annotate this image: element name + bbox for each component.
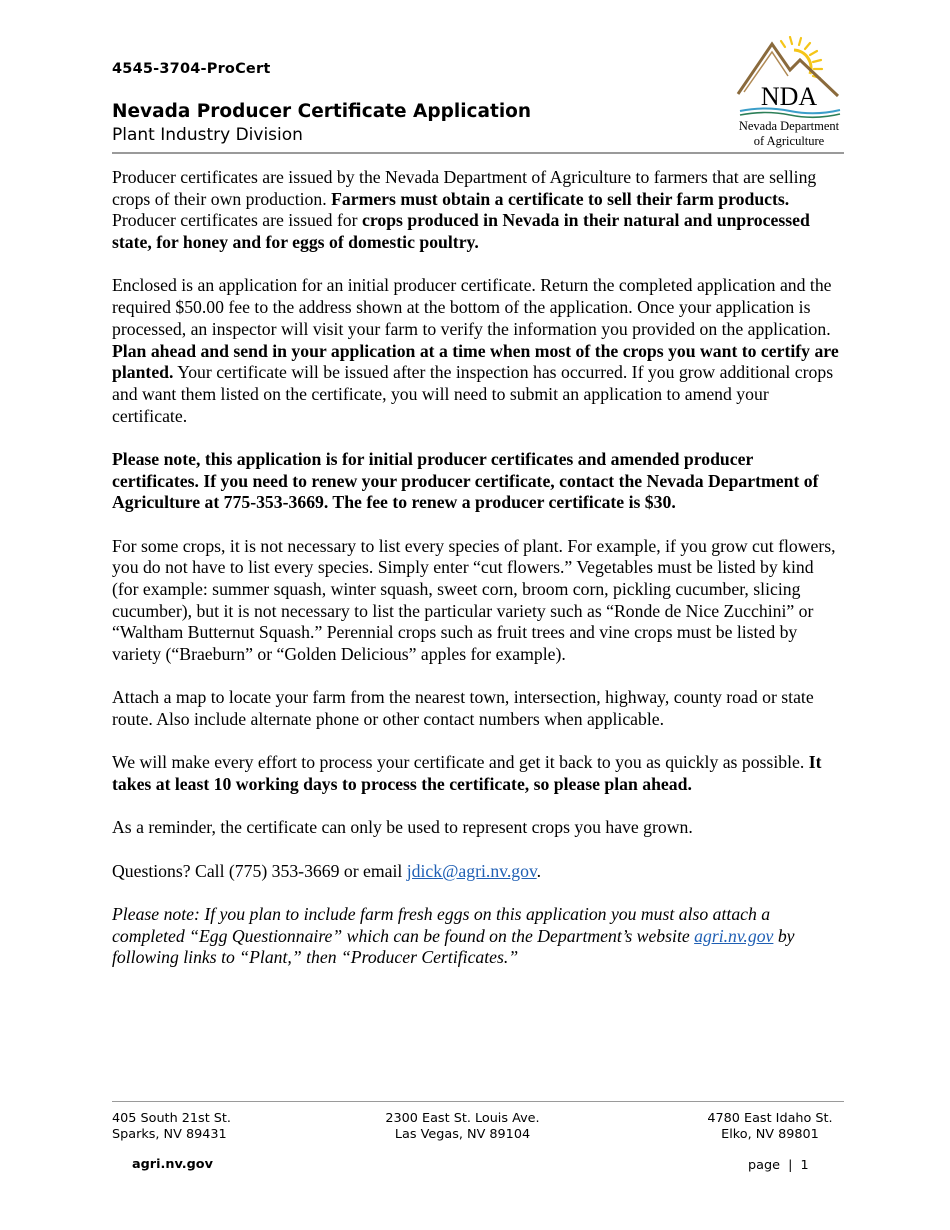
website-link[interactable]: agri.nv.gov [694, 925, 774, 946]
paragraph-intro: Producer certificates are issued by the Nevada Department of Agriculture to farmers that are selling crops of their own production. Farmers must obtain a certificate to sell their farm products. Producer certificates are issued for crops produced in Nevada in their natural and unprocessed state, for honey and for eggs of domestic poultry. [112, 167, 817, 253]
page-number: page | 1 [748, 1158, 809, 1173]
paragraph-renewal-note: Please note, this application is for initial producer certificates and amended producer certificates. If you need to renew your producer certificate, contact the Nevada Department of Agriculture at 775-353-3669. The fee to renew a producer certificate is $30. [112, 448, 819, 513]
header-divider [112, 152, 844, 154]
paragraph-egg-note: Please note: If you plan to include farm fresh eggs on this application you must also attach a completed “Egg Questionnaire” which can be found on the Department’s website agri.nv.gov by following links to “Plant,” then “Producer Certificates.” [112, 904, 795, 968]
nda-logo [730, 36, 848, 152]
footer-divider [112, 1101, 844, 1102]
email-link[interactable]: jdick@agri.nv.gov [406, 860, 537, 881]
document-body [112, 167, 842, 991]
address-las-vegas: 2300 East St. Louis Ave. Las Vegas, NV 89104 [385, 1111, 540, 1142]
paragraph-map: Attach a map to locate your farm from the nearest town, intersection, highway, county road or state route. Also include alternate phone or other contact numbers when applicable. [112, 687, 814, 730]
logo-line-1: Nevada Department [738, 119, 840, 133]
paragraph-crop-listing: For some crops, it is not necessary to list every species of plant. For example, if you grow cut flowers, you do not have to list every species. Simply enter “cut flowers.” Vegetables must be listed by kind (for example: summer squash, winter squash, sweet corn, broom corn, pickling cucumber, slicing cucumber), but it is not necessary to list the particular variety such as “Ronde de Nice Zucchini” or “Waltham Butternut Squash.” Perennial crops such as fruit trees and vine crops must be listed by variety (“Braeburn” or “Golden Delicious” apples for example). [112, 535, 836, 665]
paragraph-application-process: Enclosed is an application for an initial producer certificate. Return the completed application and the required $50.00 fee to the address shown at the bottom of the application. Once your application is processed, an inspector will visit your farm to verify the information you provided on the application. Plan ahead and send in your application at a time when most of the crops you want to certify are planted. Your certificate will be issued after the inspection has occurred. If you grow additional crops and want them listed on the certificate, you will need to submit an application to amend your certificate. [112, 275, 839, 426]
address-sparks: 405 South 21st St. Sparks, NV 89431 [112, 1111, 231, 1142]
form-id: 4545-3704-ProCert [112, 61, 271, 77]
address-elko: 4780 East Idaho St. Elko, NV 89801 [707, 1111, 833, 1142]
paragraph-questions: Questions? Call (775) 353-3669 or email jdick@agri.nv.gov. [112, 860, 542, 881]
logo-line-2: of Agriculture [753, 134, 825, 148]
page-title: Nevada Producer Certificate Application [112, 101, 532, 122]
paragraph-reminder: As a reminder, the certificate can only be used to represent crops you have grown. [112, 817, 693, 838]
logo-abbreviation: NDA [760, 82, 818, 111]
page-subtitle: Plant Industry Division [112, 125, 303, 145]
paragraph-processing-time: We will make every effort to process your certificate and get it back to you as quickly as possible. It takes at least 10 working days to process the certificate, so please plan ahead. [112, 752, 822, 795]
footer-website: agri.nv.gov [132, 1157, 213, 1172]
